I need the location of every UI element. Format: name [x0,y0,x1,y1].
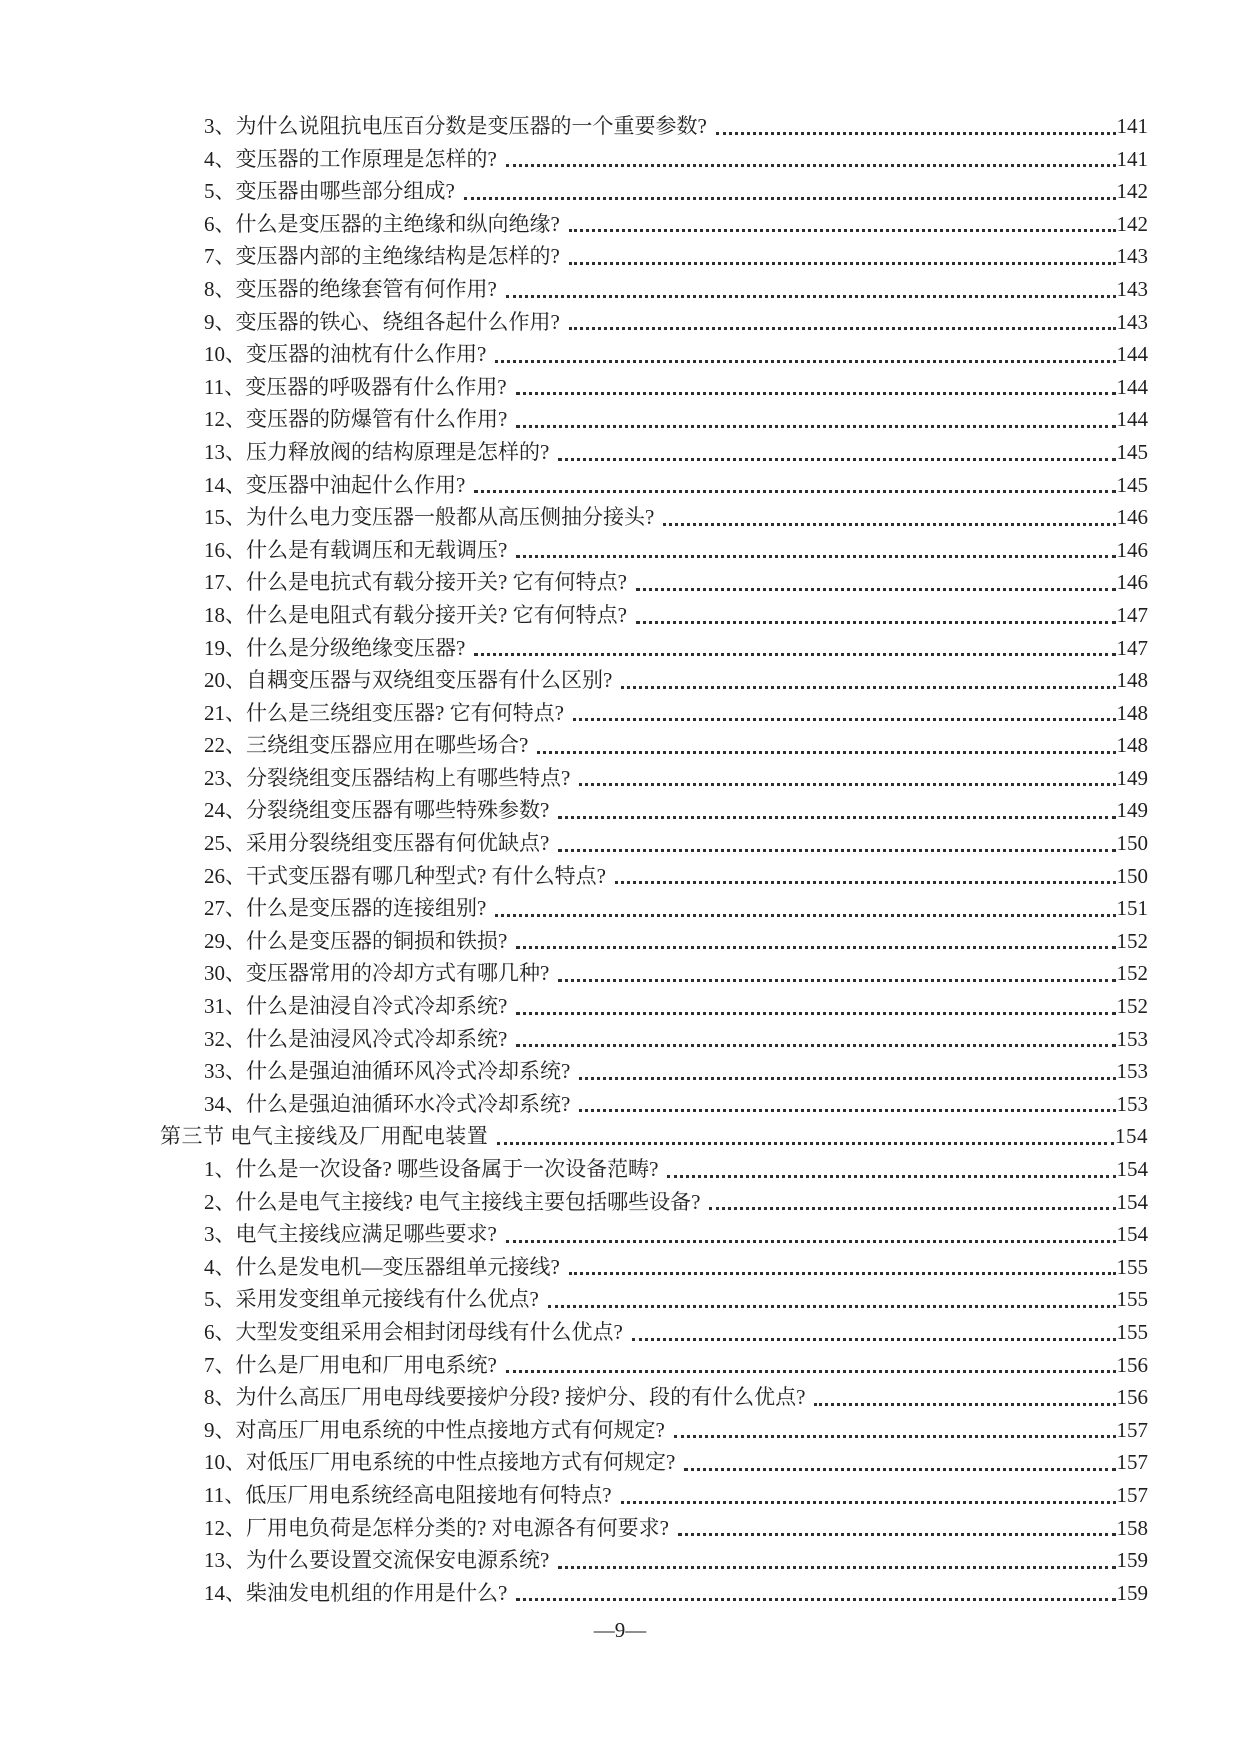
toc-entry [0,1446,1148,1479]
dot-leader [486,338,1116,371]
entry-label: 12、厂用电负荷是怎样分类的? 对电源各有何要求? [204,1515,669,1540]
entry-label: 31、什么是油浸自冷式冷却系统? [204,994,508,1019]
toc-entry [0,110,1148,143]
entry-label: 7、变压器内部的主绝缘结构是怎样的? [204,244,560,269]
entry-label: 1、什么是一次设备? 哪些设备属于一次设备范畴? [204,1157,659,1181]
entry-page: 146 [1116,505,1148,530]
toc-entry [0,566,1148,599]
toc-entry [0,1316,1148,1349]
entry-label: 8、变压器的绝缘套管有何作用? [204,276,497,301]
dot-leader [549,794,1116,827]
entry-page: 144 [1116,342,1148,367]
dot-leader [507,1577,1116,1610]
toc-entry [0,990,1148,1023]
dot-leader [560,240,1117,273]
entry-label: 2、什么是电气主接线? 电气主接线主要包括哪些设备? [204,1189,701,1214]
toc-entry [0,729,1148,762]
entry-label: 10、对低压厂用电系统的中性点接地方式有何规定? [204,1450,676,1475]
entry-page: 144 [1116,374,1148,399]
toc-entry [0,599,1148,632]
toc-entry [0,1479,1148,1512]
entry-label: 30、变压器常用的冷却方式有哪几种? [204,961,550,986]
entry-label: 5、采用发变组单元接线有什么优点? [204,1287,539,1312]
entry-page: 143 [1116,276,1148,301]
toc-entry [0,762,1148,795]
entry-page: 155 [1116,1254,1148,1279]
entry-page: 141 [1116,114,1148,138]
entry-label: 4、什么是发电机—变压器组单元接线? [204,1254,560,1279]
entry-page: 153 [1116,1091,1148,1116]
entry-label: 27、什么是变压器的连接组别? [204,896,487,921]
entry-label: 3、为什么说阻抗电压百分数是变压器的一个重要参数? [204,114,707,138]
toc-entry [0,436,1148,469]
entry-label: 6、什么是变压器的主绝缘和纵向绝缘? [204,211,560,236]
toc-entry [0,794,1148,827]
entry-label: 14、柴油发电机组的作用是什么? [204,1580,508,1605]
entry-page: 154 [1116,1189,1148,1214]
entry-page: 159 [1116,1580,1148,1605]
dot-leader [675,1446,1116,1479]
toc-entry [0,1251,1148,1284]
entry-page: 152 [1116,994,1148,1019]
dot-leader [658,1153,1116,1186]
entry-label: 25、采用分裂绕组变压器有何优缺点? [204,831,550,856]
entry-label: 33、什么是强迫油循环风冷式冷却系统? [204,1059,571,1084]
dot-leader [669,1512,1117,1545]
dot-leader [465,632,1116,665]
page-footer: —9— [593,1618,647,1642]
entry-label: 4、变压器的工作原理是怎样的? [204,146,497,171]
entry-page: 142 [1116,179,1148,204]
entry-label: 13、为什么要设置交流保安电源系统? [204,1548,550,1573]
entry-label: 12、变压器的防爆管有什么作用? [204,407,508,432]
toc-entry [0,1544,1148,1577]
toc-entry [0,1414,1148,1447]
dot-leader [539,1283,1117,1316]
entry-page: 145 [1116,472,1148,497]
entry-page: 150 [1116,831,1148,856]
entry-label: 7、什么是厂用电和厂用电系统? [204,1352,497,1377]
toc-entry [0,632,1148,665]
toc-entry [0,273,1148,306]
entry-page: 155 [1116,1319,1148,1344]
toc-entry [0,957,1148,990]
dot-leader [612,664,1116,697]
dot-leader [507,925,1116,958]
entry-page: 157 [1116,1482,1148,1507]
entry-page: 147 [1116,635,1148,660]
dot-leader [570,762,1116,795]
entry-page: 146 [1116,570,1148,595]
entry-page: 151 [1116,896,1148,921]
toc-entry [0,534,1148,567]
entry-page: 152 [1116,961,1148,986]
dot-leader [612,1479,1117,1512]
dot-leader [507,371,1117,404]
entry-page: 157 [1116,1417,1148,1442]
toc-entry [0,1577,1148,1610]
dot-leader [497,1218,1117,1251]
dot-leader [549,827,1116,860]
toc-entry [0,1381,1148,1414]
entry-label: 5、变压器由哪些部分组成? [204,179,455,204]
dot-leader [560,208,1117,241]
dot-leader [497,273,1117,306]
toc-entry [0,1023,1148,1056]
entry-label: 20、自耦变压器与双绕组变压器有什么区别? [204,668,613,693]
dot-leader [528,729,1116,762]
toc-entry [0,860,1148,893]
toc-entry [0,371,1148,404]
entry-page: 153 [1116,1026,1148,1051]
entry-label: 17、什么是电抗式有载分接开关? 它有何特点? [204,570,627,595]
entry-label: 第三节 电气主接线及厂用配电装置 [160,1124,489,1149]
toc-entry [0,143,1148,176]
entry-label: 21、什么是三绕组变压器? 它有何特点? [204,700,564,725]
dot-leader [549,1544,1116,1577]
entry-label: 8、为什么高压厂用电母线要接炉分段? 接炉分、段的有什么优点? [204,1385,806,1410]
toc-entry [0,469,1148,502]
toc-entry [0,664,1148,697]
entry-page: 146 [1116,537,1148,562]
entry-page: 154 [1116,1222,1148,1247]
entry-page: 157 [1116,1450,1148,1475]
dot-leader [507,990,1116,1023]
toc-entry [0,1512,1148,1545]
toc-entry [0,1120,1148,1153]
dot-leader [570,1055,1116,1088]
toc-entry [0,175,1148,208]
dot-leader [549,436,1116,469]
entry-label: 32、什么是油浸风冷式冷却系统? [204,1026,508,1051]
entry-page: 142 [1116,211,1148,236]
dot-leader [507,534,1116,567]
entry-label: 14、变压器中油起什么作用? [204,472,466,497]
entry-label: 29、什么是变压器的铜损和铁损? [204,928,508,953]
dot-leader [488,1120,1115,1153]
dot-leader [465,469,1116,502]
dot-leader [570,1088,1116,1121]
entry-page: 159 [1116,1548,1148,1573]
toc-entry [0,1088,1148,1121]
dot-leader [564,697,1117,730]
toc-entry [0,892,1148,925]
entry-label: 10、变压器的油枕有什么作用? [204,342,487,367]
entry-page: 154 [1115,1124,1148,1149]
entry-page: 149 [1116,798,1148,823]
entry-label: 34、什么是强迫油循环水冷式冷却系统? [204,1091,571,1116]
entry-page: 153 [1116,1059,1148,1084]
entry-page: 147 [1116,602,1148,627]
entry-page: 156 [1116,1385,1148,1410]
entry-page: 149 [1116,765,1148,790]
entry-label: 15、为什么电力变压器一般都从高压侧抽分接头? [204,505,655,530]
entry-page: 148 [1116,733,1148,758]
dot-leader [560,1251,1117,1284]
toc-entry [0,827,1148,860]
entry-label: 9、变压器的铁心、绕组各起什么作用? [204,309,560,334]
toc-entry [0,338,1148,371]
entry-label: 18、什么是电阻式有载分接开关? 它有何特点? [204,602,627,627]
dot-leader [627,599,1117,632]
toc-entry [0,925,1148,958]
toc-entry [0,240,1148,273]
dot-leader [606,860,1117,893]
dot-leader [486,892,1116,925]
toc-entry [0,501,1148,534]
entry-label: 3、电气主接线应满足哪些要求? [204,1222,497,1247]
toc-entry [0,208,1148,241]
dot-leader [497,143,1117,176]
entry-label: 13、压力释放阀的结构原理是怎样的? [204,439,550,464]
toc-entry [0,1186,1148,1219]
dot-leader [455,175,1117,208]
entry-page: 143 [1116,309,1148,334]
entry-label: 23、分裂绕组变压器结构上有哪些特点? [204,765,571,790]
dot-leader [654,501,1116,534]
dot-leader [507,1023,1116,1056]
toc-entry [0,1283,1148,1316]
entry-label: 24、分裂绕组变压器有哪些特殊参数? [204,798,550,823]
entry-page: 144 [1116,407,1148,432]
dot-leader [627,566,1117,599]
entry-label: 26、干式变压器有哪几种型式? 有什么特点? [204,863,606,888]
dot-leader [507,403,1116,436]
dot-leader [805,1381,1116,1414]
dot-leader [665,1414,1117,1447]
toc-entry [0,1218,1148,1251]
entry-page: 141 [1116,146,1148,171]
dot-leader [707,110,1117,143]
entry-page: 145 [1116,439,1148,464]
entry-page: 152 [1116,928,1148,953]
entry-label: 6、大型发变组采用会相封闭母线有什么优点? [204,1319,623,1344]
toc-entry [0,697,1148,730]
entry-page: 155 [1116,1287,1148,1312]
toc-list [0,110,1148,1609]
entry-label: 16、什么是有载调压和无载调压? [204,537,508,562]
entry-page: 148 [1116,700,1148,725]
dot-leader [623,1316,1117,1349]
entry-page: 143 [1116,244,1148,269]
entry-page: 148 [1116,668,1148,693]
entry-page: 154 [1116,1157,1148,1181]
dot-leader [700,1186,1116,1219]
entry-page: 158 [1116,1515,1148,1540]
entry-page: 150 [1116,863,1148,888]
dot-leader [560,306,1117,339]
toc-entry [0,403,1148,436]
dot-leader [497,1349,1117,1382]
toc-entry [0,1153,1148,1186]
entry-label: 11、变压器的呼吸器有什么作用? [204,374,507,399]
dot-leader [549,957,1116,990]
entry-page: 156 [1116,1352,1148,1377]
entry-label: 11、低压厂用电系统经高电阻接地有何特点? [204,1482,612,1507]
toc-entry [0,306,1148,339]
entry-label: 22、三绕组变压器应用在哪些场合? [204,733,529,758]
toc-entry [0,1349,1148,1382]
entry-label: 19、什么是分级绝缘变压器? [204,635,466,660]
toc-entry [0,1055,1148,1088]
entry-label: 9、对高压厂用电系统的中性点接地方式有何规定? [204,1417,665,1442]
